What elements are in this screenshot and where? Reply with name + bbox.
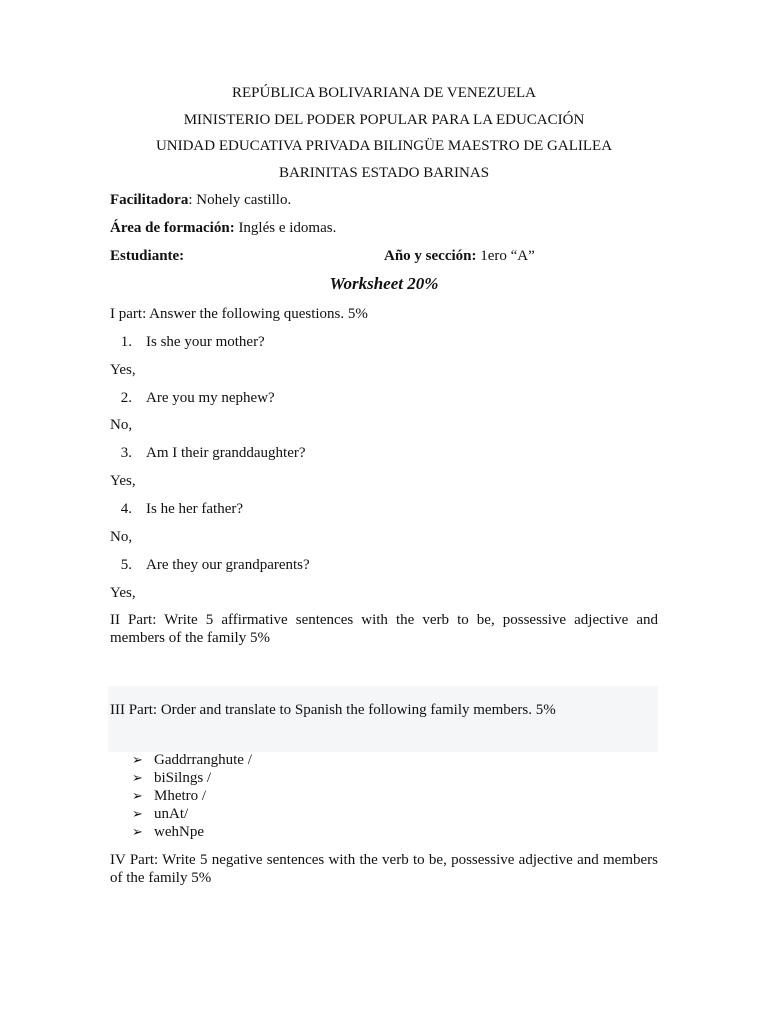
area-line (110, 219, 336, 237)
facilitadora-line (110, 191, 291, 209)
answer-4: No, (110, 529, 133, 545)
area-value: Inglés e idomas. (234, 220, 337, 236)
scrambled-item: ➢ Gaddrranghute / (132, 752, 252, 768)
ano-value: 1ero “A” (476, 248, 535, 264)
question-1: 1. Is she your mother? (120, 334, 265, 350)
part1-heading: I part: Answer the following questions. 5% (110, 306, 368, 322)
arrow-bullet-icon: ➢ (132, 824, 143, 839)
arrow-bullet-icon: ➢ (132, 788, 143, 803)
question-5: 5. Are they our grandparents? (120, 557, 310, 573)
part4-heading: IV Part: Write 5 negative sentences with the verb to be, possessive adjective and members of the family 5% (110, 852, 658, 886)
question-4: 4. Is he her father? (120, 501, 244, 517)
facilitadora-label: Facilitadora (110, 192, 189, 208)
question-3: 3. Am I their granddaughter? (120, 445, 306, 461)
header-line-ministry: MINISTERIO DEL PODER POPULAR PARA LA EDUCACIÓN (183, 112, 585, 128)
header-line-school: UNIDAD EDUCATIVA PRIVADA BILINGÜE MAESTRO DE GALILEA (155, 138, 613, 154)
estudiante-label: Estudiante: (110, 248, 185, 264)
scrambled-item: ➢ unAt/ (132, 806, 189, 822)
answer-5: Yes, (110, 585, 136, 601)
area-label: Área de formación: (110, 220, 235, 236)
facilitadora-value: : Nohely castillo. (188, 192, 292, 208)
ano-label: Año y sección: (384, 248, 477, 264)
scrambled-item: ➢ wehNpe (132, 824, 204, 840)
part2-heading: II Part: Write 5 affirmative sentences with the verb to be, possessive adjective and members of the family 5% (110, 612, 658, 646)
arrow-bullet-icon: ➢ (132, 806, 143, 821)
header-line-location: BARINITAS ESTADO BARINAS (278, 165, 490, 181)
part3-heading: III Part: Order and translate to Spanish the following family members. 5% (110, 702, 556, 718)
header-line-republic: REPÚBLICA BOLIVARIANA DE VENEZUELA (231, 85, 537, 101)
arrow-bullet-icon: ➢ (132, 770, 143, 785)
ano-seccion-line (384, 247, 535, 265)
worksheet-title: Worksheet 20% (329, 274, 439, 293)
question-2: 2. Are you my nephew? (120, 390, 275, 406)
scrambled-item: ➢ Mhetro / (132, 788, 207, 804)
arrow-bullet-icon: ➢ (132, 752, 143, 767)
answer-2: No, (110, 417, 133, 433)
scrambled-item: ➢ biSilngs / (132, 770, 212, 786)
part3-highlight (108, 686, 658, 752)
answer-1: Yes, (110, 362, 136, 378)
answer-3: Yes, (110, 473, 136, 489)
